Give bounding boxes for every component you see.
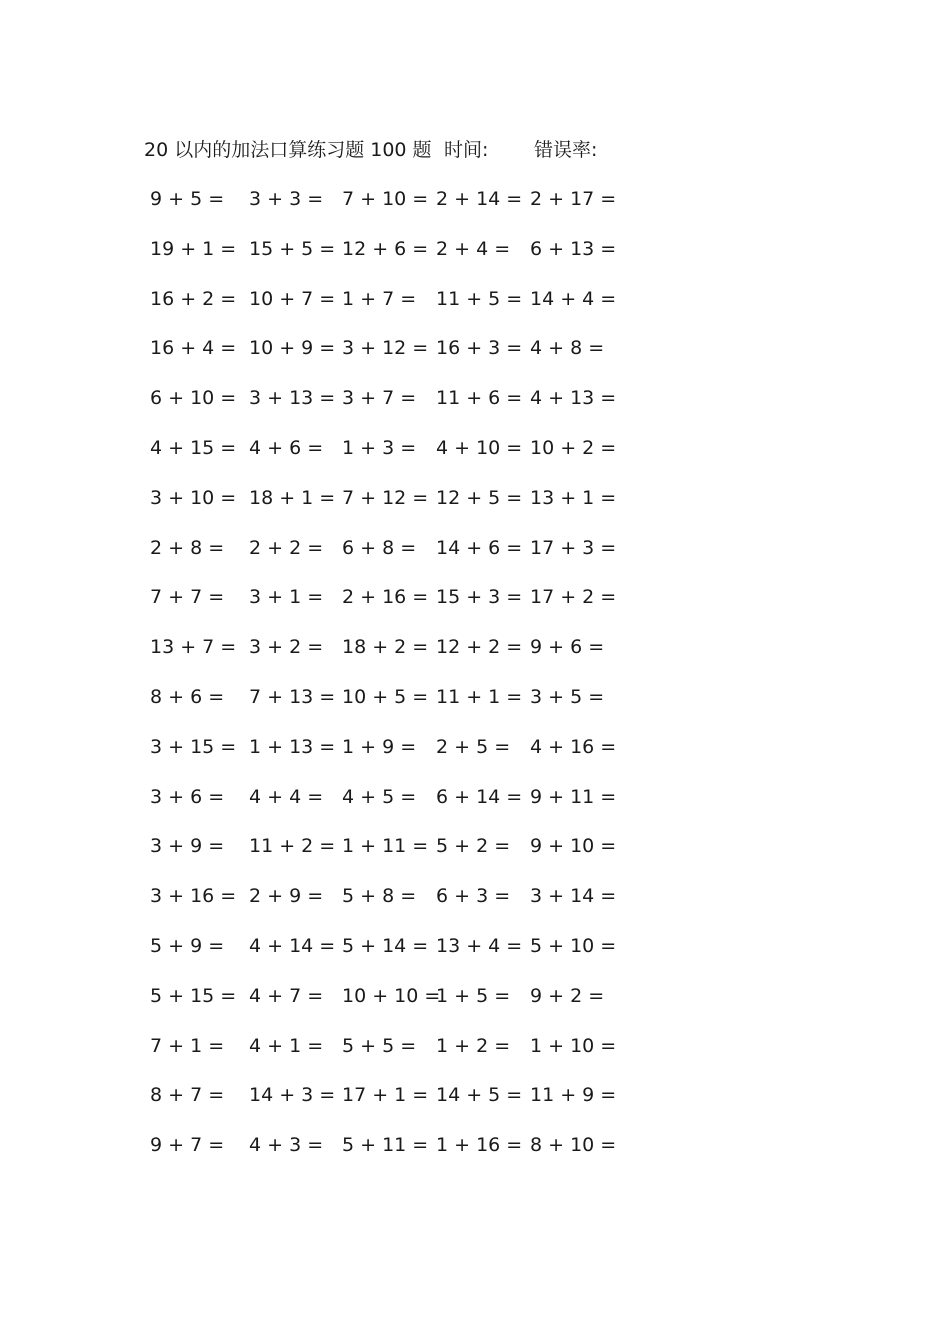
addition-problem: 2 + 2 = (249, 536, 324, 559)
addition-problem: 4 + 7 = (249, 984, 324, 1007)
addition-problem: 14 + 5 = (436, 1084, 523, 1107)
addition-problem: 8 + 6 = (150, 686, 225, 708)
addition-problem: 9 + 11 = (530, 785, 617, 808)
addition-problem: 4 + 13 = (530, 387, 617, 410)
addition-problem: 11 + 5 = (436, 287, 523, 310)
addition-problem: 7 + 10 = (342, 188, 429, 210)
addition-problem: 10 + 5 = (342, 686, 429, 708)
addition-problem: 6 + 10 = (150, 387, 237, 410)
addition-problem: 11 + 9 = (530, 1084, 617, 1107)
addition-problem: 6 + 8 = (342, 536, 417, 559)
addition-problem: 14 + 3 = (249, 1084, 336, 1107)
addition-problem: 12 + 2 = (436, 636, 523, 659)
addition-problem: 5 + 8 = (342, 885, 417, 908)
addition-problem: 2 + 17 = (530, 188, 617, 210)
addition-problem: 4 + 1 = (249, 1034, 324, 1057)
addition-problem: 9 + 10 = (530, 835, 617, 858)
addition-problem: 7 + 1 = (150, 1034, 225, 1057)
addition-problem: 3 + 1 = (249, 586, 324, 609)
addition-problem: 16 + 3 = (436, 337, 523, 360)
addition-problem: 6 + 3 = (436, 885, 511, 908)
addition-problem: 1 + 9 = (342, 735, 417, 758)
addition-problem: 4 + 14 = (249, 935, 336, 957)
addition-problem: 4 + 10 = (436, 437, 523, 459)
addition-problem: 2 + 4 = (436, 237, 511, 260)
worksheet-title: 20 以内的加法口算练习题 100 题 (144, 139, 432, 161)
addition-problem: 6 + 13 = (530, 237, 617, 260)
addition-problem: 3 + 7 = (342, 387, 417, 410)
addition-problem: 3 + 9 = (150, 835, 225, 858)
addition-problem: 12 + 5 = (436, 486, 523, 509)
addition-problem: 11 + 6 = (436, 387, 523, 410)
addition-problem: 18 + 1 = (249, 486, 336, 509)
addition-problem: 13 + 4 = (436, 935, 523, 957)
addition-problem: 19 + 1 = (150, 237, 237, 260)
addition-problem: 1 + 7 = (342, 287, 417, 310)
addition-problem: 9 + 6 = (530, 636, 605, 659)
addition-problem: 2 + 14 = (436, 188, 523, 210)
addition-problem: 3 + 13 = (249, 387, 336, 410)
addition-problem: 17 + 1 = (342, 1084, 429, 1107)
addition-problem: 10 + 9 = (249, 337, 336, 360)
addition-problem: 2 + 5 = (436, 735, 511, 758)
addition-problem: 5 + 2 = (436, 835, 511, 858)
addition-problem: 13 + 7 = (150, 636, 237, 659)
addition-problem: 7 + 7 = (150, 586, 225, 609)
addition-problem: 4 + 3 = (249, 1134, 324, 1157)
addition-problem: 16 + 2 = (150, 287, 237, 310)
addition-problem: 5 + 15 = (150, 984, 237, 1007)
addition-problem: 2 + 9 = (249, 885, 324, 908)
addition-problem: 4 + 16 = (530, 735, 617, 758)
addition-problem: 14 + 6 = (436, 536, 523, 559)
addition-problem: 5 + 5 = (342, 1034, 417, 1057)
addition-problem: 9 + 7 = (150, 1134, 225, 1157)
addition-problem: 3 + 14 = (530, 885, 617, 908)
addition-problem: 1 + 2 = (436, 1034, 511, 1057)
addition-problem: 17 + 3 = (530, 536, 617, 559)
addition-problem: 1 + 13 = (249, 735, 336, 758)
addition-problem: 2 + 16 = (342, 586, 429, 609)
addition-problem: 1 + 11 = (342, 835, 429, 858)
addition-problem: 8 + 10 = (530, 1134, 617, 1157)
addition-problem: 3 + 16 = (150, 885, 237, 908)
addition-problem: 3 + 2 = (249, 636, 324, 659)
addition-problem: 16 + 4 = (150, 337, 237, 360)
addition-problem: 17 + 2 = (530, 586, 617, 609)
addition-problem: 1 + 5 = (436, 984, 511, 1007)
addition-problem: 1 + 3 = (342, 437, 417, 459)
addition-problem: 13 + 1 = (530, 486, 617, 509)
addition-problem: 15 + 3 = (436, 586, 523, 609)
addition-problem: 10 + 7 = (249, 287, 336, 310)
addition-problem: 10 + 10 = (342, 984, 441, 1007)
addition-problem: 12 + 6 = (342, 237, 429, 260)
addition-problem: 4 + 5 = (342, 785, 417, 808)
addition-problem: 3 + 6 = (150, 785, 225, 808)
addition-problem: 3 + 3 = (249, 188, 324, 210)
addition-problem: 18 + 2 = (342, 636, 429, 659)
addition-problem: 9 + 5 = (150, 188, 225, 210)
addition-problem: 6 + 14 = (436, 785, 523, 808)
addition-problem: 5 + 14 = (342, 935, 429, 957)
addition-problem: 5 + 10 = (530, 935, 617, 957)
addition-problem: 4 + 8 = (530, 337, 605, 360)
time-label: 时间: (444, 139, 489, 161)
addition-problem: 7 + 13 = (249, 686, 336, 708)
addition-problem: 7 + 12 = (342, 486, 429, 509)
addition-problem: 3 + 15 = (150, 735, 237, 758)
addition-problem: 1 + 16 = (436, 1134, 523, 1157)
addition-problem: 10 + 2 = (530, 437, 617, 459)
addition-problem: 14 + 4 = (530, 287, 617, 310)
addition-problem: 2 + 8 = (150, 536, 225, 559)
error-rate-label: 错误率: (534, 139, 598, 161)
addition-problem: 11 + 2 = (249, 835, 336, 858)
addition-problem: 11 + 1 = (436, 686, 523, 708)
addition-problem: 5 + 11 = (342, 1134, 429, 1157)
addition-problem: 8 + 7 = (150, 1084, 225, 1107)
addition-problem: 3 + 10 = (150, 486, 237, 509)
addition-problem: 5 + 9 = (150, 935, 225, 957)
addition-problem: 15 + 5 = (249, 237, 336, 260)
addition-problem: 9 + 2 = (530, 984, 605, 1007)
addition-problem: 3 + 12 = (342, 337, 429, 360)
addition-problem: 4 + 4 = (249, 785, 324, 808)
addition-problem: 3 + 5 = (530, 686, 605, 708)
addition-problem: 4 + 15 = (150, 437, 237, 459)
addition-problem: 4 + 6 = (249, 437, 324, 459)
addition-problem: 1 + 10 = (530, 1034, 617, 1057)
